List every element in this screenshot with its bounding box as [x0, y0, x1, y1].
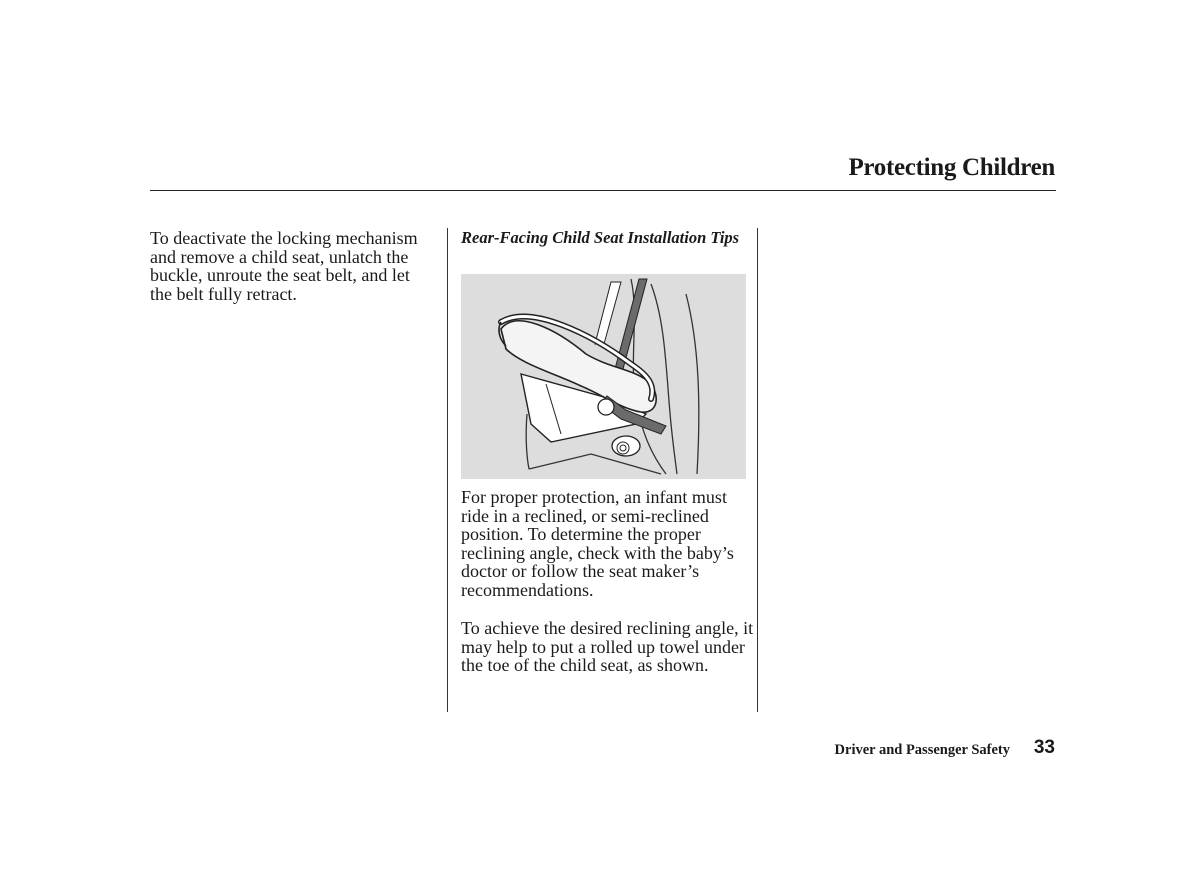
page-number: 33 — [1033, 737, 1055, 758]
footer-section-title: Driver and Passenger Safety — [834, 742, 1010, 758]
section-subheading: Rear-Facing Child Seat Installation Tips — [461, 228, 740, 247]
title-divider — [150, 190, 1056, 191]
column-divider-left — [447, 228, 448, 712]
child-seat-illustration — [461, 274, 746, 479]
left-column-paragraph: To deactivate the locking mechanism and remove a child seat, unlatch the buckle, unroute the seat belt, and let the belt fully retract. — [150, 228, 418, 304]
middle-column-paragraph-2: To achieve the desired reclining angle, it may help to put a rolled up towel under the toe of the child seat, as shown. — [461, 618, 754, 676]
column-divider-right — [757, 228, 758, 712]
page-title: Protecting Children — [848, 154, 1055, 181]
middle-column-paragraph-1: For proper protection, an infant must ride in a reclined, or semi-reclined position. To determine the proper reclining angle, check with the baby’s doctor or follow the seat maker’s recommendations. — [461, 487, 734, 600]
